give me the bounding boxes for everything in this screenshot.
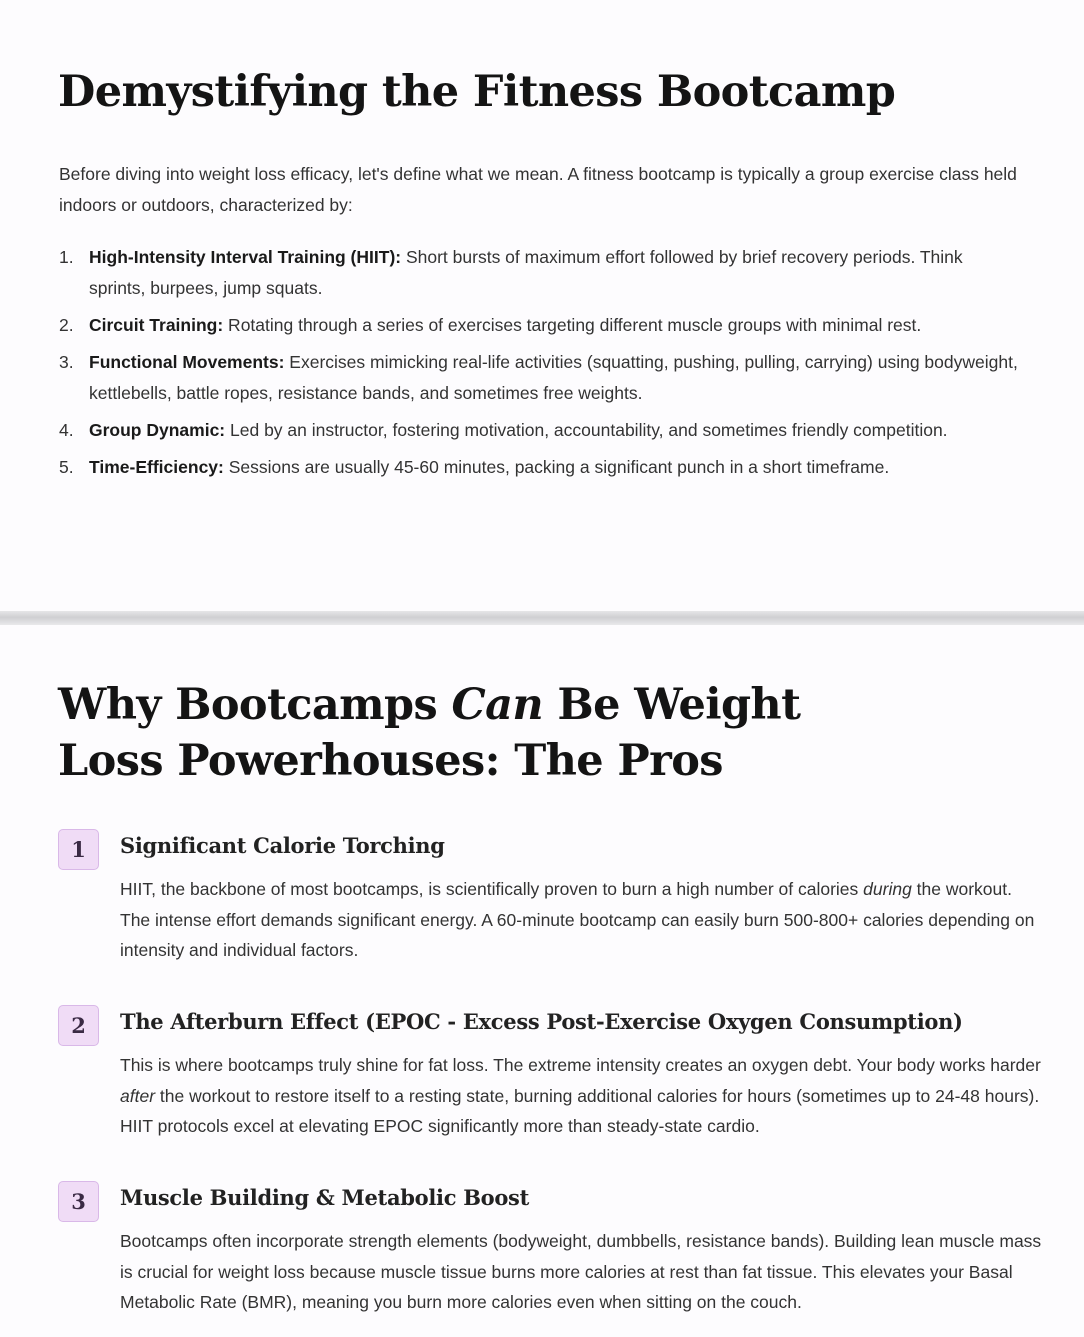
pro-text-emphasis: during xyxy=(863,879,912,899)
number-badge: 1 xyxy=(58,829,99,870)
list-number: 5. xyxy=(59,457,74,477)
section-fitness-bootcamp xyxy=(0,0,1084,611)
section-title xyxy=(58,677,838,789)
pro-text-part: the workout to restore itself to a resting state, burning additional calories for hours (sometimes up to 24-48 hours). HIIT protocols excel at elevating EPOC significantly more than steady-state cardio. xyxy=(120,1085,1040,1136)
list-item xyxy=(59,347,1019,409)
number-badge: 2 xyxy=(58,1005,99,1046)
list-number: 2. xyxy=(59,315,74,335)
characteristics-list xyxy=(59,242,1019,489)
pro-text xyxy=(120,1050,1045,1142)
title-text: Why Bootcamps xyxy=(58,680,452,730)
list-text: Exercises mimicking real-life activities (squatting, pushing, pulling, carrying) using bodyweight, kettlebells, battle ropes, resistance bands, and sometimes free weights. xyxy=(89,352,1018,403)
list-text: Short bursts of maximum effort followed by brief recovery periods. Think sprints, burpees, jump squats. xyxy=(89,247,963,298)
list-term: Time-Efficiency: xyxy=(89,457,224,477)
list-item xyxy=(59,242,1019,304)
list-item xyxy=(59,310,1019,341)
pro-text-part: HIIT, the backbone of most bootcamps, is scientifically proven to burn a high number of calories xyxy=(120,879,864,899)
pro-text xyxy=(120,874,1045,966)
title-emphasis: Can xyxy=(451,680,544,730)
section-pros xyxy=(0,625,1084,1337)
section-divider xyxy=(0,611,1084,625)
list-text: Sessions are usually 45-60 minutes, packing a significant punch in a short timeframe. xyxy=(223,457,890,477)
pro-text-part: This is where bootcamps truly shine for fat loss. The extreme intensity creates an oxygen debt. Your body works harder xyxy=(120,1055,1041,1075)
list-item xyxy=(59,415,1019,446)
list-item xyxy=(59,452,1019,483)
pro-text-emphasis: after xyxy=(120,1085,156,1106)
list-term: High-Intensity Interval Training (HIIT): xyxy=(89,247,402,267)
title-text: Be Weight Loss Powerhouses: The Pros xyxy=(58,680,801,786)
list-text: Rotating through a series of exercises targeting different muscle groups with minimal rest. xyxy=(223,315,922,335)
list-text: Led by an instructor, fostering motivation, accountability, and sometimes friendly competition. xyxy=(225,420,948,440)
list-term: Functional Movements: xyxy=(89,352,285,372)
section-title: Demystifying the Fitness Bootcamp xyxy=(58,67,896,117)
pro-heading: Muscle Building & Metabolic Boost xyxy=(120,1185,529,1210)
list-number: 4. xyxy=(59,420,74,440)
number-badge: 3 xyxy=(58,1181,99,1222)
list-term: Group Dynamic: xyxy=(89,420,226,440)
list-term: Circuit Training: xyxy=(89,315,224,335)
pro-heading: Significant Calorie Torching xyxy=(120,833,445,858)
intro-paragraph: Before diving into weight loss efficacy, let's define what we mean. A fitness bootcamp is typically a group exercise class held indoors or outdoors, characterized by: xyxy=(59,164,1017,215)
pro-text xyxy=(120,1226,1045,1318)
pro-text-part: the workout. The intense effort demands significant energy. A 60-minute bootcamp can easily burn 500-800+ calories depending on intensity and individual factors. xyxy=(120,879,1035,960)
pro-heading: The Afterburn Effect (EPOC - Excess Post-Exercise Oxygen Consumption) xyxy=(120,1009,963,1034)
list-number: 3. xyxy=(59,352,74,372)
pro-text-part: Bootcamps often incorporate strength elements (bodyweight, dumbbells, resistance bands). Building lean muscle mass is crucial for weight loss because muscle tissue burns more calories at rest than fat tissue. This elevates your Basal Metabolic Rate (BMR), meaning you burn more calories even when sitting on the couch. xyxy=(120,1231,1042,1312)
list-number: 1. xyxy=(59,247,74,267)
